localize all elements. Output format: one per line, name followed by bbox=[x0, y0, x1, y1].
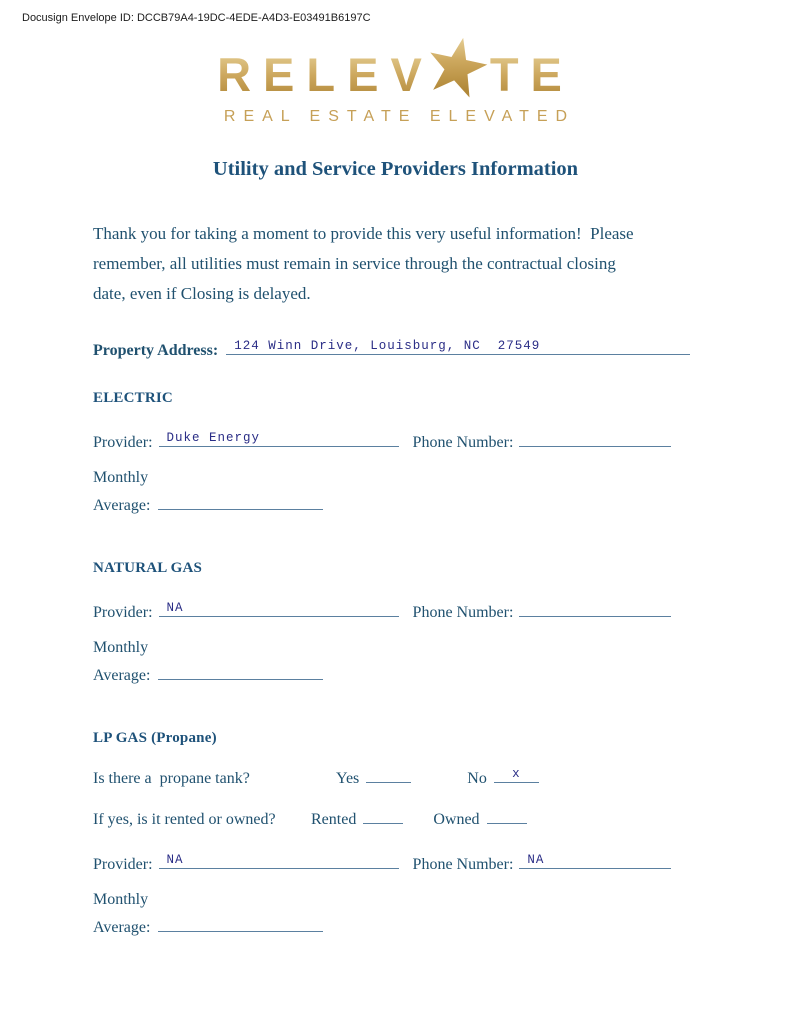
page-title: Utility and Service Providers Information bbox=[212, 158, 579, 180]
natural-gas-monthly-average bbox=[93, 636, 690, 688]
natural-gas-provider-row bbox=[93, 597, 690, 622]
provider-label: Provider: bbox=[93, 604, 153, 621]
lp-gas-average-row bbox=[93, 912, 690, 940]
logo-letters-before: RELEV bbox=[217, 47, 434, 101]
propane-tank-question: Is there a propane tank? bbox=[93, 770, 250, 787]
electric-phone-field[interactable] bbox=[519, 427, 671, 447]
no-label: No bbox=[467, 770, 487, 787]
logo-letters-after: TE bbox=[489, 47, 574, 101]
propane-tank-question-row bbox=[93, 763, 690, 788]
electric-monthly-average bbox=[93, 466, 690, 518]
lp-gas-monthly-average bbox=[93, 888, 690, 940]
property-address-field[interactable] bbox=[226, 335, 690, 355]
rented-owned-question: If yes, is it rented or owned? bbox=[93, 811, 276, 828]
electric-provider-field[interactable] bbox=[159, 427, 399, 447]
electric-heading: ELECTRIC bbox=[93, 390, 173, 406]
intro-paragraph bbox=[93, 219, 791, 309]
natural-gas-provider-field[interactable] bbox=[159, 597, 399, 617]
lp-gas-monthly-average-field[interactable] bbox=[158, 912, 323, 932]
relevate-logo bbox=[0, 46, 791, 126]
property-address-value: 124 Winn Drive, Louisburg, NC 27549 bbox=[234, 339, 541, 353]
natural-gas-heading: NATURAL GAS bbox=[93, 560, 203, 576]
monthly-label: Monthly bbox=[93, 891, 149, 908]
property-address-label: Property Address: bbox=[93, 342, 219, 359]
rented-label: Rented bbox=[311, 811, 357, 828]
rented-field[interactable] bbox=[363, 804, 403, 824]
average-label: Average: bbox=[93, 919, 151, 936]
logo-wordmark bbox=[0, 46, 791, 101]
electric-provider-row bbox=[93, 427, 690, 452]
yes-label: Yes bbox=[336, 770, 360, 787]
intro-line: date, even if Closing is delayed. bbox=[93, 284, 311, 303]
owned-field[interactable] bbox=[487, 804, 527, 824]
intro-line: remember, all utilities must remain in service through the contractual closing bbox=[93, 254, 616, 273]
monthly-label: Monthly bbox=[93, 639, 149, 656]
propane-no-value: x bbox=[512, 767, 521, 781]
monthly-label: Monthly bbox=[93, 469, 149, 486]
phone-number-label: Phone Number: bbox=[412, 604, 514, 621]
lp-gas-phone-value: NA bbox=[527, 853, 545, 867]
electric-provider-value: Duke Energy bbox=[166, 431, 261, 445]
owned-label: Owned bbox=[433, 811, 480, 828]
docusign-envelope-id: Docusign Envelope ID: DCCB79A4-19DC-4EDE-A4D3-E03491B6197C bbox=[22, 12, 371, 24]
natural-gas-monthly-average-field[interactable] bbox=[158, 660, 323, 680]
lp-gas-provider-field[interactable] bbox=[159, 849, 399, 869]
logo-tagline: REAL ESTATE ELEVATED bbox=[223, 108, 576, 125]
natural-gas-average-row bbox=[93, 660, 690, 688]
natural-gas-provider-value: NA bbox=[166, 601, 184, 615]
star-icon bbox=[426, 36, 488, 98]
phone-number-label: Phone Number: bbox=[412, 856, 514, 873]
average-label: Average: bbox=[93, 667, 151, 684]
provider-label: Provider: bbox=[93, 856, 153, 873]
phone-number-label: Phone Number: bbox=[412, 434, 514, 451]
form-content bbox=[93, 335, 690, 940]
lp-gas-heading: LP GAS (Propane) bbox=[93, 730, 217, 746]
lp-gas-provider-row bbox=[93, 849, 690, 874]
electric-average-row bbox=[93, 490, 690, 518]
lp-gas-phone-field[interactable] bbox=[519, 849, 671, 869]
average-label: Average: bbox=[93, 497, 151, 514]
propane-yes-field[interactable] bbox=[366, 763, 411, 783]
electric-monthly-average-field[interactable] bbox=[158, 490, 323, 510]
provider-label: Provider: bbox=[93, 434, 153, 451]
property-address-row bbox=[93, 335, 690, 360]
intro-line: Thank you for taking a moment to provide this very useful information! Please bbox=[93, 224, 634, 243]
natural-gas-phone-field[interactable] bbox=[519, 597, 671, 617]
propane-no-field[interactable] bbox=[494, 763, 539, 783]
rented-owned-question-row bbox=[93, 804, 690, 829]
lp-gas-provider-value: NA bbox=[166, 853, 184, 867]
